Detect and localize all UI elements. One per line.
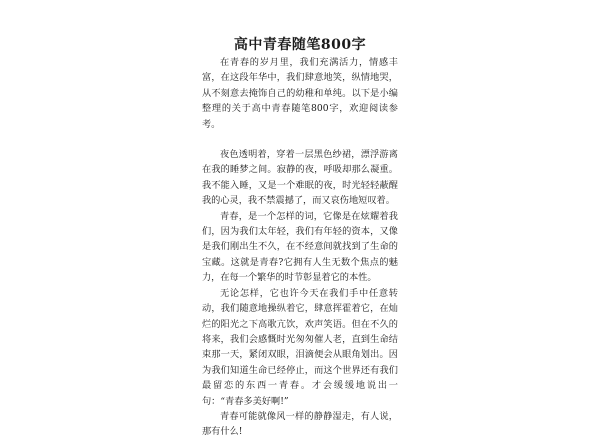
paragraph-time: 无论怎样，它也许今天在我们手中任意转动，我们随意地操纵着它，肆意挥霍着它，在灿烂的阳光之下高歌亢饮，欢声笑语。但在不久的将来，我们会感慨时光匆匆催人老，直到生命结束那一天，紧闭双眼，泪滴便会从眼角划出。因为我们知道生命已经停止，而这个世界还有我们最留恋的东西一青春。才会缓缓地说出一句：“青春多美好啊!” — [202, 287, 398, 407]
paragraph-night: 夜色透明着，穿着一层黑色纱裙，漂浮游离在我的睡梦之间。寂静的夜，呼吸却那么凝重。我不能入睡，又是一个难眠的夜，时光轻轻蔽醒我的心灵，我不禁震撼了，而又哀伤地短叹着。 — [202, 149, 398, 207]
paragraph-gap — [202, 132, 398, 147]
paragraph-intro: 在青春的岁月里，我们充满活力，情感丰富，在这段年华中，我们肆意地笑，纵情地哭，从不刻意去掩饰自己的幼稚和单纯。以下是小编整理的关于高中青春随笔800字，欢迎阅读参考。 — [202, 57, 398, 130]
paragraph-youth: 青春，是一个怎样的词，它像是在炫耀着我们，因为我们太年轻，我们有年轻的资本，又像是我们刚出生不久，在不经意间就找到了生命的宝藏。这就是青春?它拥有人生无数个焦点的魅力，在每一个繁华的时节彰显着它的本性。 — [202, 210, 398, 284]
document-body — [202, 55, 398, 440]
document-title: 高中青春随笔800字 — [233, 37, 367, 53]
paragraph-wind: 青春可能就像风一样的静静湿走，有人说，那有什么! — [202, 410, 398, 438]
